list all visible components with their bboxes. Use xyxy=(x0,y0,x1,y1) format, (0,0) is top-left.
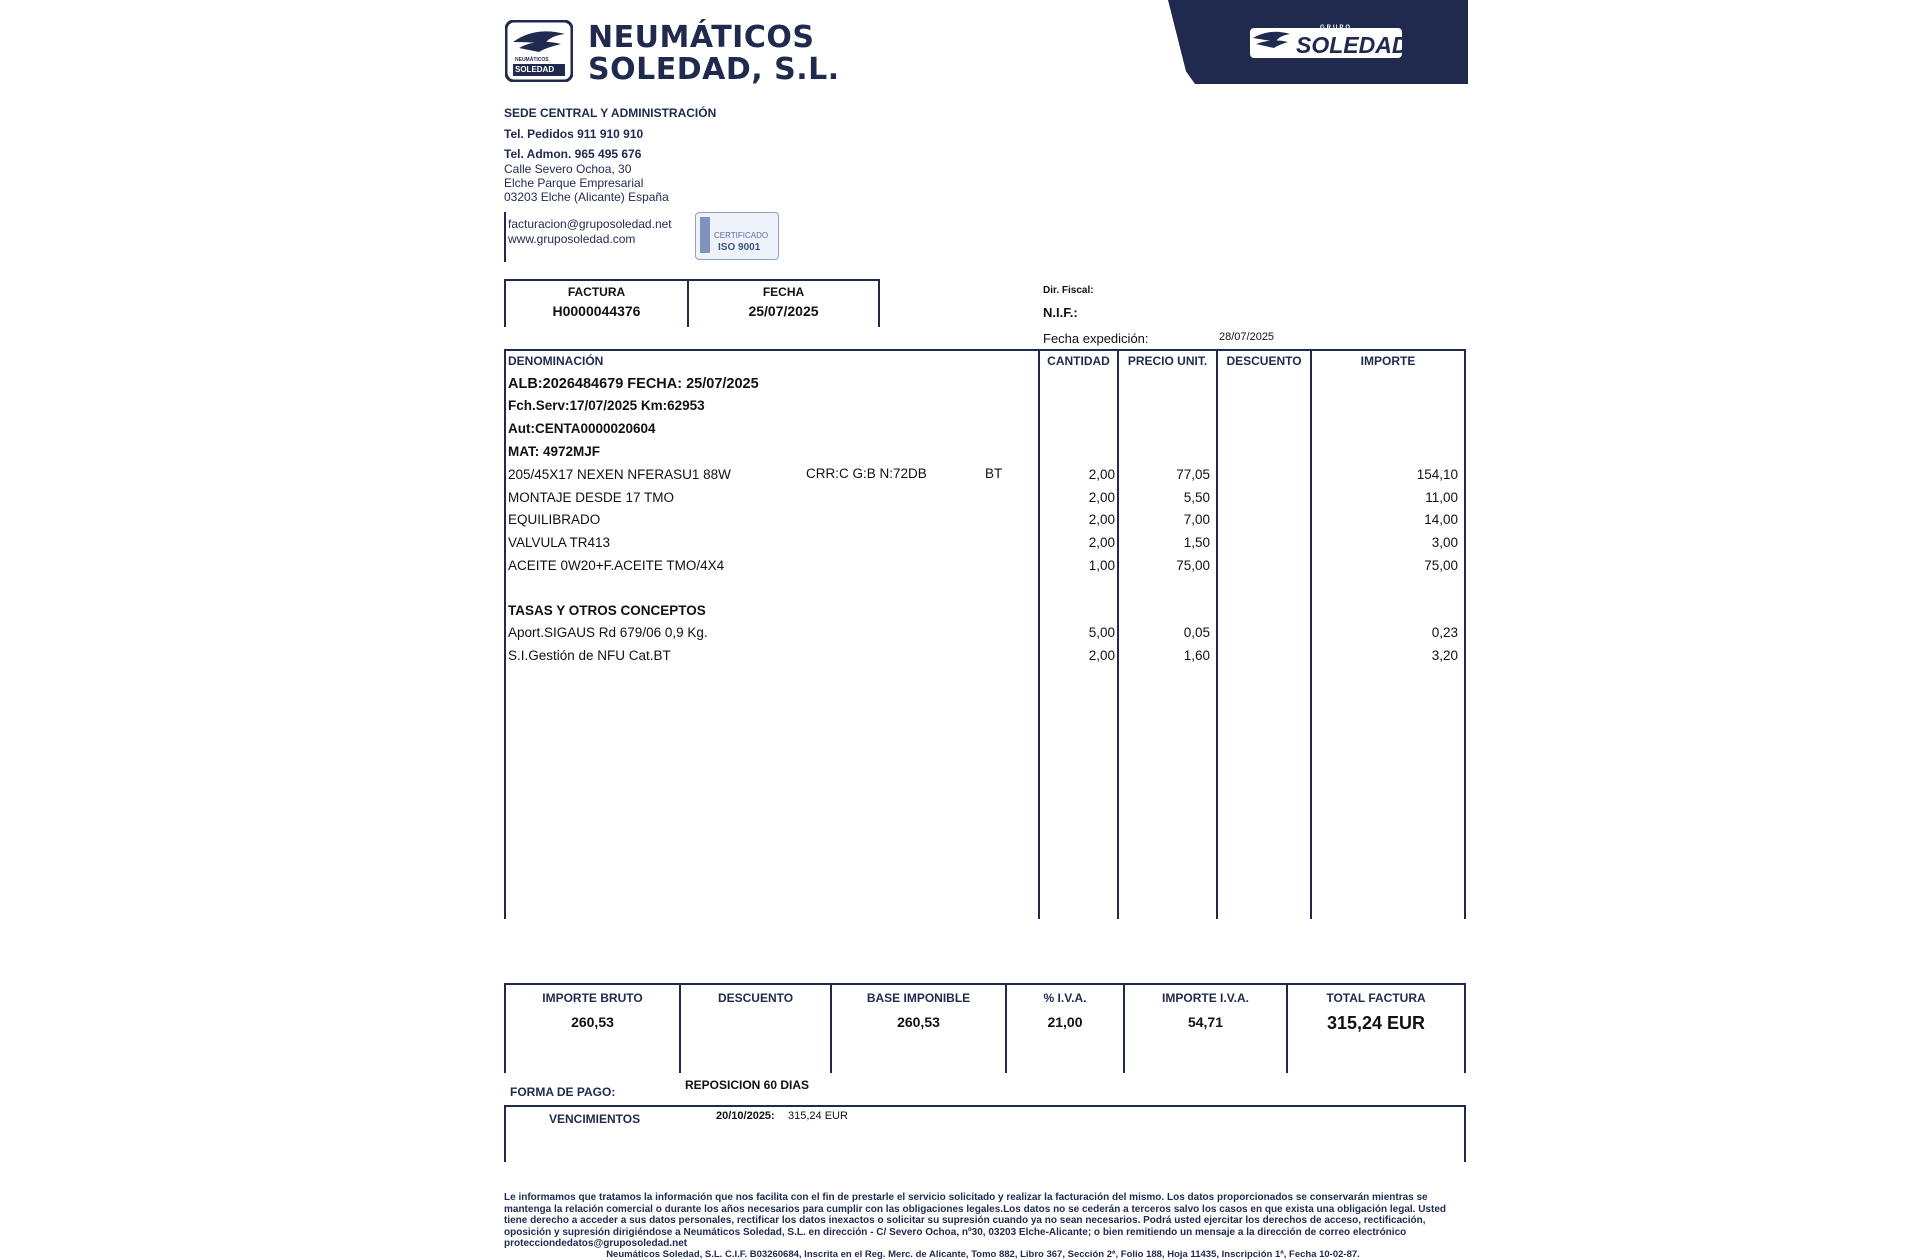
factura-value: H0000044376 xyxy=(552,303,641,319)
logo-small-bottom: SOLEDAD xyxy=(515,65,555,74)
item-desc: EQUILIBRADO xyxy=(508,512,601,527)
bruto-label: IMPORTE BRUTO xyxy=(542,991,643,1005)
item-tyre-class: BT xyxy=(985,466,1003,481)
bruto-value: 260,53 xyxy=(571,1014,614,1030)
address-line3: 03203 Elche (Alicante) España xyxy=(504,190,669,204)
plate-line: MAT: 4972MJF xyxy=(508,444,601,459)
albaran-line: ALB:2026484679 FECHA: 25/07/2025 xyxy=(508,376,759,392)
tax-price: 1,60 xyxy=(1183,648,1210,663)
group-logo xyxy=(1250,25,1409,60)
headquarters-label: SEDE CENTRAL Y ADMINISTRACIÓN xyxy=(504,106,717,120)
total-value: 315,24 EUR xyxy=(1326,1013,1426,1033)
header-cantidad: CANTIDAD xyxy=(1047,354,1110,368)
fecha-value: 25/07/2025 xyxy=(748,303,819,319)
factura-label: FACTURA xyxy=(567,285,626,299)
header-importe: IMPORTE xyxy=(1360,354,1416,368)
company-name-line2: SOLEDAD, S.L. xyxy=(588,52,840,87)
iva-pct-label: % I.V.A. xyxy=(1043,991,1087,1005)
item-price: 1,50 xyxy=(1183,535,1210,550)
fecha-expedicion-label: Fecha expedición: xyxy=(1043,331,1149,346)
group-logo-text: SOLEDAD xyxy=(1296,32,1409,58)
iva-label: IMPORTE I.V.A. xyxy=(1162,991,1249,1005)
item-desc: MONTAJE DESDE 17 TMO xyxy=(508,490,675,505)
col-divider-descuento xyxy=(1216,349,1218,919)
company-name xyxy=(588,22,840,86)
fecha-expedicion-value: 28/07/2025 xyxy=(1219,331,1275,343)
item-amount: 11,00 xyxy=(1425,490,1458,505)
address-line2: Elche Parque Empresarial xyxy=(504,176,644,190)
item-price: 77,05 xyxy=(1176,467,1210,482)
item-qty: 1,00 xyxy=(1088,558,1115,573)
tax-amount: 0,23 xyxy=(1431,625,1458,640)
item-desc: ACEITE 0W20+F.ACEITE TMO/4X4 xyxy=(508,558,725,573)
tax-desc: S.I.Gestión de NFU Cat.BT xyxy=(508,648,671,663)
web-link[interactable]: www.gruposoledad.com xyxy=(508,232,636,246)
total-label: TOTAL FACTURA xyxy=(1326,991,1426,1005)
tax-qty: 5,00 xyxy=(1088,625,1115,640)
tel-orders: Tel. Pedidos 911 910 910 xyxy=(504,127,644,141)
registry-info: Neumáticos Soledad, S.L. C.I.F. B03260684, Inscrita en el Reg. Merc. de Alicante, Tomo 882, Libro 367, Sección 2ª, Folio 188, Hoja 11435, Inscripción 1ª, Fecha 10-02-87. xyxy=(606,1249,1360,1260)
base-label: BASE IMPONIBLE xyxy=(866,991,971,1005)
tax-price: 0,05 xyxy=(1183,625,1210,640)
iva-pct-value: 21,00 xyxy=(1047,1014,1083,1030)
forma-pago-value: REPOSICION 60 DIAS xyxy=(685,1078,810,1092)
item-desc: 205/45X17 NEXEN NFERASU1 88W xyxy=(508,467,731,482)
item-desc: VALVULA TR413 xyxy=(508,535,611,550)
contact-divider xyxy=(504,212,506,262)
company-name-line1: NEUMÁTICOS xyxy=(588,20,815,55)
service-date-line: Fch.Serv:17/07/2025 Km:62953 xyxy=(508,398,705,413)
tax-qty: 2,00 xyxy=(1088,648,1115,663)
address-line1: Calle Severo Ochoa, 30 xyxy=(504,162,632,176)
iva-value: 54,71 xyxy=(1187,1014,1224,1030)
iso-stripe xyxy=(700,217,710,253)
tax-amount: 3,20 xyxy=(1431,648,1458,663)
vencimiento-amount: 315,24 EUR xyxy=(788,1110,848,1122)
fecha-label: FECHA xyxy=(762,285,805,299)
item-amount: 3,00 xyxy=(1431,535,1458,550)
item-price: 7,00 xyxy=(1183,512,1210,527)
item-qty: 2,00 xyxy=(1088,490,1115,505)
descuento-label: DESCUENTO xyxy=(717,991,794,1005)
taxes-title: TASAS Y OTROS CONCEPTOS xyxy=(508,603,706,618)
tax-desc: Aport.SIGAUS Rd 679/06 0,9 Kg. xyxy=(508,625,708,640)
item-price: 75,00 xyxy=(1176,558,1210,573)
nif-label: N.I.F.: xyxy=(1043,305,1078,320)
item-amount: 154,10 xyxy=(1416,467,1458,482)
group-logo-top: GRUPO xyxy=(1320,25,1353,31)
item-qty: 2,00 xyxy=(1088,467,1115,482)
iso-line2: ISO 9001 xyxy=(718,242,761,253)
forma-pago-label: FORMA DE PAGO: xyxy=(510,1085,616,1099)
item-price: 5,50 xyxy=(1183,490,1210,505)
logo-small-top: NEUMÁTICOS xyxy=(515,57,549,63)
vencimiento-date: 20/10/2025: xyxy=(716,1110,775,1122)
email-link[interactable]: facturacion@gruposoledad.net xyxy=(508,217,672,231)
tel-admin: Tel. Admon. 965 495 676 xyxy=(504,147,642,161)
header-descuento: DESCUENTO xyxy=(1226,354,1302,368)
dir-fiscal-label: Dir. Fiscal: xyxy=(1043,285,1094,296)
base-value: 260,53 xyxy=(897,1014,940,1030)
authorization-line: Aut:CENTA0000020604 xyxy=(508,421,656,436)
item-amount: 75,00 xyxy=(1424,558,1458,573)
item-amount: 14,00 xyxy=(1424,512,1458,527)
iso-certificate-badge xyxy=(695,212,779,260)
vencimientos-box xyxy=(504,1105,1466,1162)
vencimientos-label: VENCIMIENTOS xyxy=(549,1112,641,1126)
iso-line1: CERTIFICADO xyxy=(714,231,769,240)
item-label-info: CRR:C G:B N:72DB xyxy=(806,466,927,481)
item-qty: 2,00 xyxy=(1088,512,1115,527)
privacy-notice: Le informamos que tratamos la información que nos facilita con el fin de prestarle el servicio solicitado y realizar la facturación del mismo. Los datos proporcionados se conservarán mientras se mantenga la relación comercial o durante los años necesarios para cumplir con las obligaciones legales.Los datos no se cederán a terceros salvo los casos en que exista una obligación legal. Usted tiene derecho a acceder a sus datos personales, rectificar los datos inexactos o solicitar su supresión cuando ya no sean necesarios. Podrá usted ejercitar los derechos de acceso, rectificación, oposición y supresión dirigiéndose a Neumáticos Soledad, S.L. en dirección - C/ Severo Ochoa, nº30, 03203 Elche-Alicante; o bien remitiendo un mensaje a la dirección de correo electrónico protecciondedatos@gruposoledad.net xyxy=(504,1192,1446,1249)
item-qty: 2,00 xyxy=(1088,535,1115,550)
company-logo xyxy=(505,20,573,82)
header-denominacion: DENOMINACIÓN xyxy=(508,354,604,368)
header-precio: PRECIO UNIT. xyxy=(1127,354,1208,368)
